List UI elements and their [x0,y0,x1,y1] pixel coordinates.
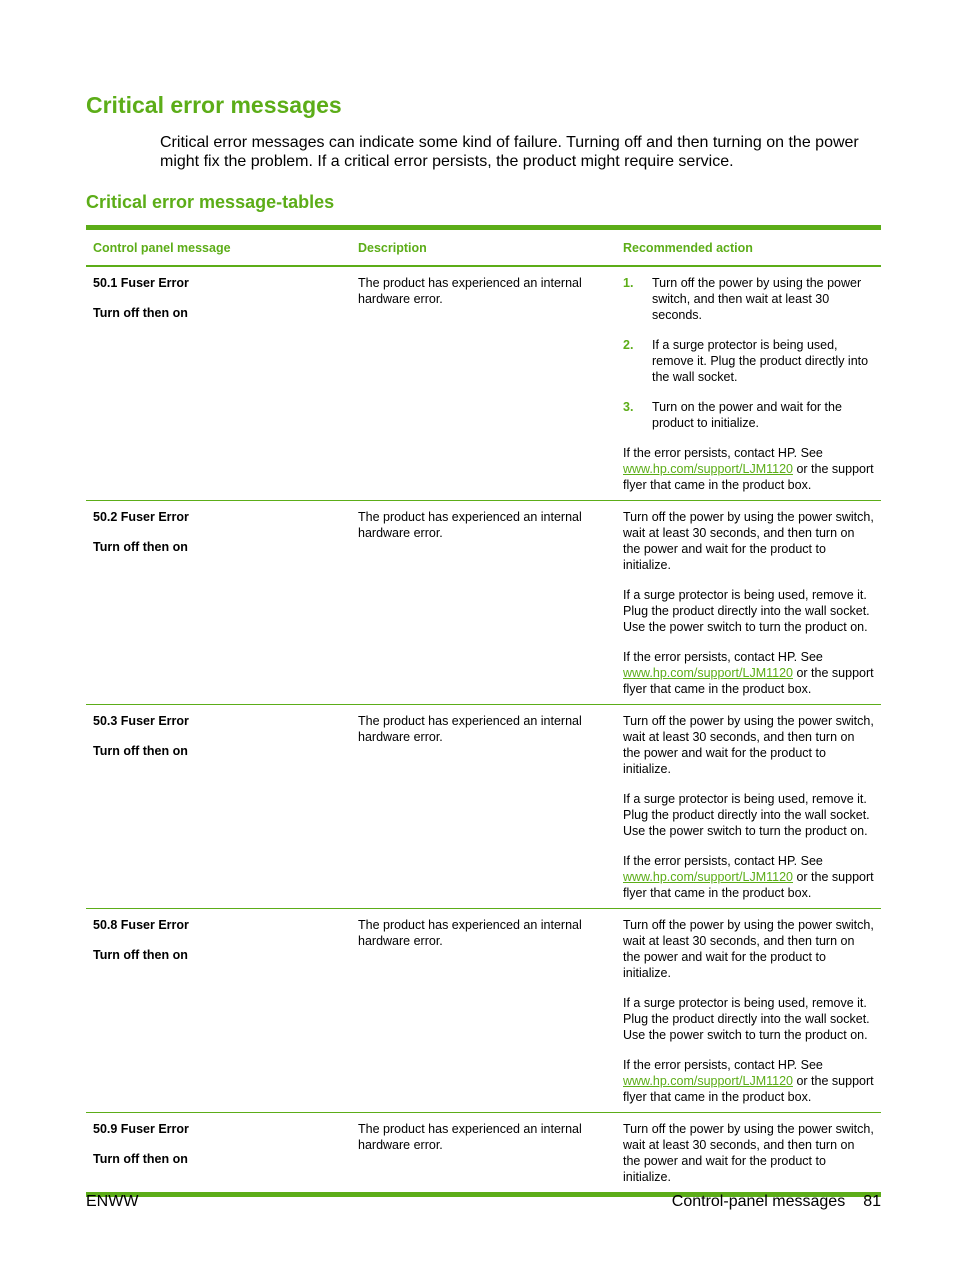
error-code: 50.3 Fuser Error [93,714,189,728]
action-cell [616,909,881,1113]
contact-paragraph [623,853,874,901]
step-number: 3. [623,400,634,414]
page-number: 81 [863,1193,881,1210]
header-recommended-action: Recommended action [616,228,881,267]
error-code: 50.8 Fuser Error [93,918,189,932]
table-row [86,909,881,1113]
error-code: 50.2 Fuser Error [93,510,189,524]
contact-text: or the support flyer that came in the product box. [623,1074,874,1104]
page-title: Critical error messages [86,92,342,118]
contact-text: If the error persists, contact HP. See [623,446,823,460]
error-submessage: Turn off then on [93,744,188,758]
footer-enww: ENWW [86,1193,139,1210]
error-submessage: Turn off then on [93,306,188,320]
error-submessage: Turn off then on [93,540,188,554]
intro-paragraph: Critical error messages can indicate some kind of failure. Turning off and then turning on the power might fix the problem. If a critical error persists, the product might require service. [160,134,859,170]
contact-text: or the support flyer that came in the product box. [623,870,874,900]
action-cell [616,1113,881,1195]
header-description: Description [351,228,616,267]
action-paragraph: If a surge protector is being used, remove it. Plug the product directly into the wall socket. Use the power switch to turn the product on. [623,588,870,634]
action-cell [616,501,881,705]
contact-text: If the error persists, contact HP. See [623,854,823,868]
action-step [623,275,874,323]
message-cell [86,909,351,1113]
support-link[interactable]: www.hp.com/support/LJM1120 [623,1074,793,1088]
table-row [86,501,881,705]
message-cell [86,1113,351,1195]
contact-text: If the error persists, contact HP. See [623,650,823,664]
message-cell [86,705,351,909]
action-paragraph: If a surge protector is being used, remove it. Plug the product directly into the wall socket. Use the power switch to turn the product on. [623,996,870,1042]
contact-paragraph [623,649,874,697]
action-paragraph: Turn off the power by using the power switch, wait at least 30 seconds, and then turn on the power and wait for the product to initialize. [623,510,874,572]
description-cell: The product has experienced an internal hardware error. [351,501,616,705]
action-step [623,337,874,385]
support-link[interactable]: www.hp.com/support/LJM1120 [623,870,793,884]
table-row [86,266,881,501]
contact-paragraph [623,1057,874,1105]
table-row [86,705,881,909]
error-code: 50.9 Fuser Error [93,1122,189,1136]
footer-section-name: Control-panel messages [671,1193,846,1210]
description-cell: The product has experienced an internal hardware error. [351,909,616,1113]
message-cell [86,501,351,705]
error-code: 50.1 Fuser Error [93,276,189,290]
action-paragraph: Turn off the power by using the power switch, wait at least 30 seconds, and then turn on the power and wait for the product to initialize. [623,714,874,776]
action-cell [616,705,881,909]
error-submessage: Turn off then on [93,1152,188,1166]
step-number: 1. [623,276,634,290]
critical-error-table [86,225,881,1197]
action-paragraph: Turn off the power by using the power switch, wait at least 30 seconds, and then turn on the power and wait for the product to initialize. [623,1122,874,1184]
action-paragraph: Turn off the power by using the power switch, wait at least 30 seconds, and then turn on the power and wait for the product to initialize. [623,918,874,980]
table-row [86,1113,881,1195]
section-title: Critical error message-tables [86,192,335,212]
contact-text: or the support flyer that came in the product box. [623,666,874,696]
error-submessage: Turn off then on [93,948,188,962]
action-cell [616,266,881,501]
footer-right [672,1193,881,1211]
step-text: Turn off the power by using the power switch, and then wait at least 30 seconds. [652,276,862,322]
message-cell [86,266,351,501]
description-cell: The product has experienced an internal hardware error. [351,705,616,909]
table-header-row [86,228,881,267]
contact-text: If the error persists, contact HP. See [623,1058,823,1072]
step-text: If a surge protector is being used, remove it. Plug the product directly into the wall socket. [652,338,869,384]
action-steps [623,275,874,431]
step-number: 2. [623,338,634,352]
contact-text: or the support flyer that came in the product box. [623,462,874,492]
header-control-panel-message: Control panel message [86,228,351,267]
action-paragraph: If a surge protector is being used, remove it. Plug the product directly into the wall socket. Use the power switch to turn the product on. [623,792,870,838]
contact-paragraph [623,445,874,493]
description-cell: The product has experienced an internal hardware error. [358,1122,582,1152]
support-link[interactable]: www.hp.com/support/LJM1120 [623,462,793,476]
action-step [623,399,874,431]
support-link[interactable]: www.hp.com/support/LJM1120 [623,666,793,680]
description-cell: The product has experienced an internal hardware error. [351,266,616,501]
step-text: Turn on the power and wait for the product to initialize. [652,400,842,430]
